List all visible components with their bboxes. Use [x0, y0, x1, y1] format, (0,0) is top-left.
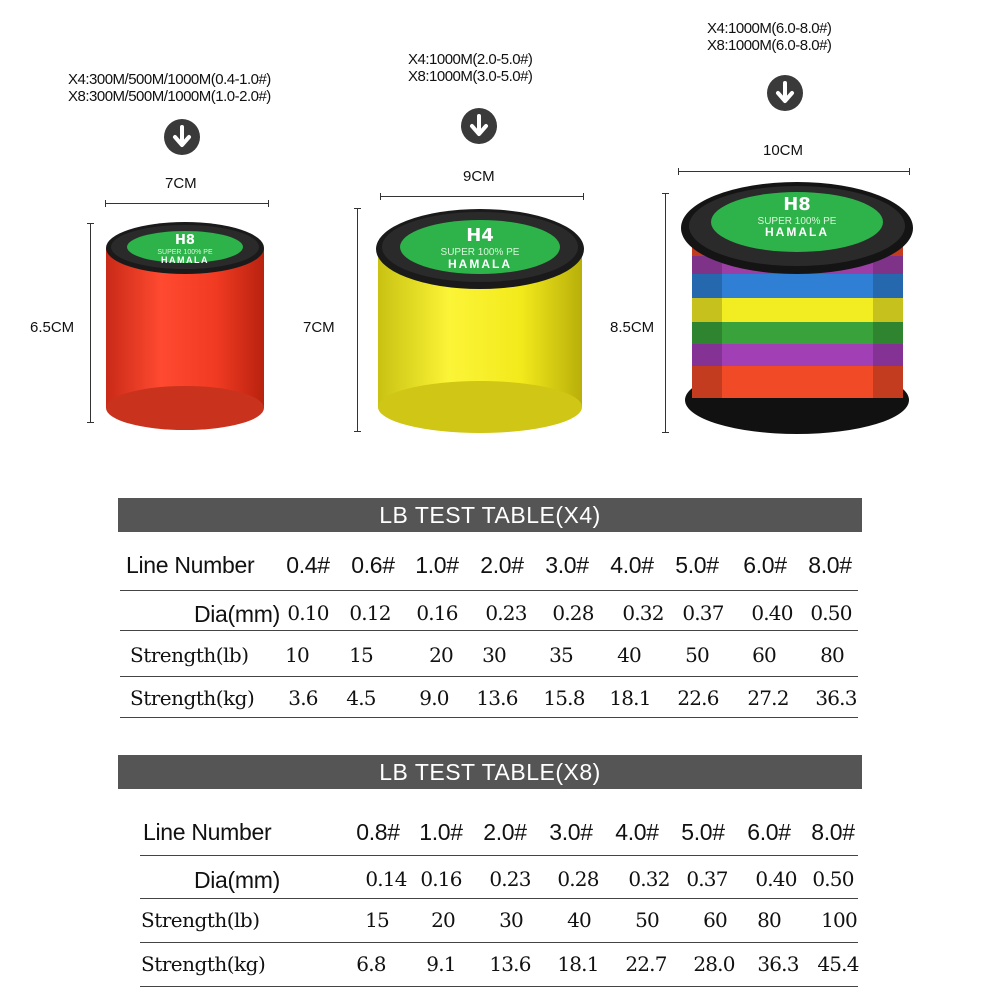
spool-1-width-dimension: [105, 203, 269, 204]
table-cell: 36.3: [757, 952, 799, 976]
table-cell: 0.32: [622, 601, 664, 625]
table-cell: 80: [757, 908, 781, 932]
table-x4-divider: [120, 717, 858, 718]
table-cell: 0.50: [810, 601, 852, 625]
table-cell: 22.6: [677, 686, 719, 710]
table-cell: 40: [567, 908, 591, 932]
table-cell: 28.0: [693, 952, 735, 976]
spool-3-width-label: 10CM: [763, 142, 804, 159]
spool-2-model: H4: [466, 225, 494, 246]
table-cell: 4.0#: [610, 552, 654, 578]
table-cell: 8.0#: [808, 552, 852, 578]
table-cell: 0.8#: [356, 819, 400, 845]
table-x8-divider: [140, 855, 858, 856]
table-cell: 15: [365, 908, 389, 932]
table-x8-divider: [140, 898, 858, 899]
table-cell: 40: [617, 643, 641, 667]
table-cell: 13.6: [489, 952, 531, 976]
row-label: Strength(lb): [141, 908, 260, 932]
table-cell: 0.10: [287, 601, 329, 625]
table-cell: 1.0#: [415, 552, 459, 578]
table-cell: 35: [549, 643, 573, 667]
table-cell: 0.23: [489, 867, 531, 891]
table-x4-divider: [120, 676, 858, 677]
table-cell: 0.28: [552, 601, 594, 625]
table-cell: 0.23: [485, 601, 527, 625]
table-cell: 100: [821, 908, 857, 932]
table-cell: 0.12: [349, 601, 391, 625]
spool-2-height-dimension: [357, 208, 358, 432]
table-cell: 0.4#: [286, 552, 330, 578]
row-label: Strength(lb): [130, 643, 249, 667]
row-label: Line Number: [143, 819, 272, 845]
table-cell: 0.32: [628, 867, 670, 891]
table-cell: 30: [482, 643, 506, 667]
table-cell: 15: [349, 643, 373, 667]
spool-3-spec-x4: X4:1000M(6.0-8.0#): [707, 20, 832, 37]
spool-3-subtitle: SUPER 100% PE: [757, 216, 837, 227]
table-cell: 0.16: [420, 867, 462, 891]
table-cell: 6.0#: [747, 819, 791, 845]
spool-3-model: H8: [783, 194, 811, 215]
table-cell: 0.40: [751, 601, 793, 625]
table-cell: 50: [685, 643, 709, 667]
table-cell: 80: [820, 643, 844, 667]
row-label: Strength(kg): [141, 952, 266, 976]
spool-3-height-dimension: [665, 193, 666, 433]
spool-1-height-label: 6.5CM: [30, 319, 75, 336]
spool-1-brand: HAMALA: [161, 255, 209, 265]
table-cell: 5.0#: [675, 552, 719, 578]
table-x4-title: LB TEST TABLE(X4): [118, 498, 862, 532]
row-label: Dia(mm): [193, 867, 280, 893]
table-cell: 45.4: [817, 952, 859, 976]
table-x4-divider: [120, 630, 858, 631]
table-cell: 18.1: [609, 686, 651, 710]
table-cell: 22.7: [625, 952, 667, 976]
spool-1-image: [100, 218, 270, 433]
table-cell: 0.16: [416, 601, 458, 625]
table-cell: 18.1: [557, 952, 599, 976]
table-x8-divider: [140, 942, 858, 943]
table-cell: 6.0#: [743, 552, 787, 578]
spool-1-model: H8: [175, 233, 195, 248]
spool-1-height-dimension: [90, 223, 91, 423]
arrow-down-icon: [767, 75, 803, 111]
table-cell: 60: [703, 908, 727, 932]
table-cell: 0.40: [755, 867, 797, 891]
table-cell: 10: [285, 643, 309, 667]
row-label: Strength(kg): [130, 686, 255, 710]
table-cell: 3.6: [288, 686, 318, 710]
table-cell: 0.37: [686, 867, 728, 891]
table-x8-title: LB TEST TABLE(X8): [118, 755, 862, 789]
spool-3-width-dimension: [678, 171, 910, 172]
spool-2-width-dimension: [380, 196, 584, 197]
spool-2-subtitle: SUPER 100% PE: [440, 247, 520, 258]
table-cell: 9.1: [426, 952, 456, 976]
table-cell: 3.0#: [545, 552, 589, 578]
table-cell: 2.0#: [480, 552, 524, 578]
table-cell: 50: [635, 908, 659, 932]
spool-1-spec-x8: X8:300M/500M/1000M(1.0-2.0#): [68, 88, 271, 105]
table-x8-divider: [140, 986, 858, 987]
spool-2-spec-x8: X8:1000M(3.0-5.0#): [408, 68, 533, 85]
table-cell: 8.0#: [811, 819, 855, 845]
table-cell: 13.6: [476, 686, 518, 710]
table-cell: 5.0#: [681, 819, 725, 845]
table-cell: 6.8: [356, 952, 386, 976]
spool-3-brand: HAMALA: [765, 225, 829, 239]
table-cell: 9.0: [419, 686, 449, 710]
spool-1-width-label: 7CM: [165, 175, 197, 192]
table-cell: 4.5: [346, 686, 376, 710]
spool-3-spec-x8: X8:1000M(6.0-8.0#): [707, 37, 832, 54]
table-cell: 0.14: [365, 867, 407, 891]
table-cell: 20: [431, 908, 455, 932]
table-cell: 15.8: [543, 686, 585, 710]
arrow-down-icon: [461, 108, 497, 144]
spool-2-spec-x4: X4:1000M(2.0-5.0#): [408, 51, 533, 68]
spool-2-image: [370, 203, 590, 438]
table-cell: 0.37: [682, 601, 724, 625]
spool-2-width-label: 9CM: [463, 168, 495, 185]
spool-3-height-label: 8.5CM: [610, 319, 655, 336]
spool-3-image: [680, 178, 915, 443]
table-cell: 2.0#: [483, 819, 527, 845]
spool-1-spec-x4: X4:300M/500M/1000M(0.4-1.0#): [68, 71, 271, 88]
table-cell: 60: [752, 643, 776, 667]
table-x4-divider: [120, 590, 858, 591]
table-cell: 27.2: [747, 686, 789, 710]
spool-2-height-label: 7CM: [303, 319, 335, 336]
row-label: Line Number: [126, 552, 255, 578]
table-cell: 0.50: [812, 867, 854, 891]
table-cell: 30: [499, 908, 523, 932]
row-label: Dia(mm): [193, 601, 280, 627]
table-cell: 3.0#: [549, 819, 593, 845]
table-cell: 0.28: [557, 867, 599, 891]
table-cell: 36.3: [815, 686, 857, 710]
table-cell: 20: [429, 643, 453, 667]
table-cell: 1.0#: [419, 819, 463, 845]
table-cell: 4.0#: [615, 819, 659, 845]
spool-1-subtitle: SUPER 100% PE: [157, 249, 213, 256]
arrow-down-icon: [164, 119, 200, 155]
spool-2-brand: HAMALA: [448, 257, 512, 271]
table-cell: 0.6#: [351, 552, 395, 578]
